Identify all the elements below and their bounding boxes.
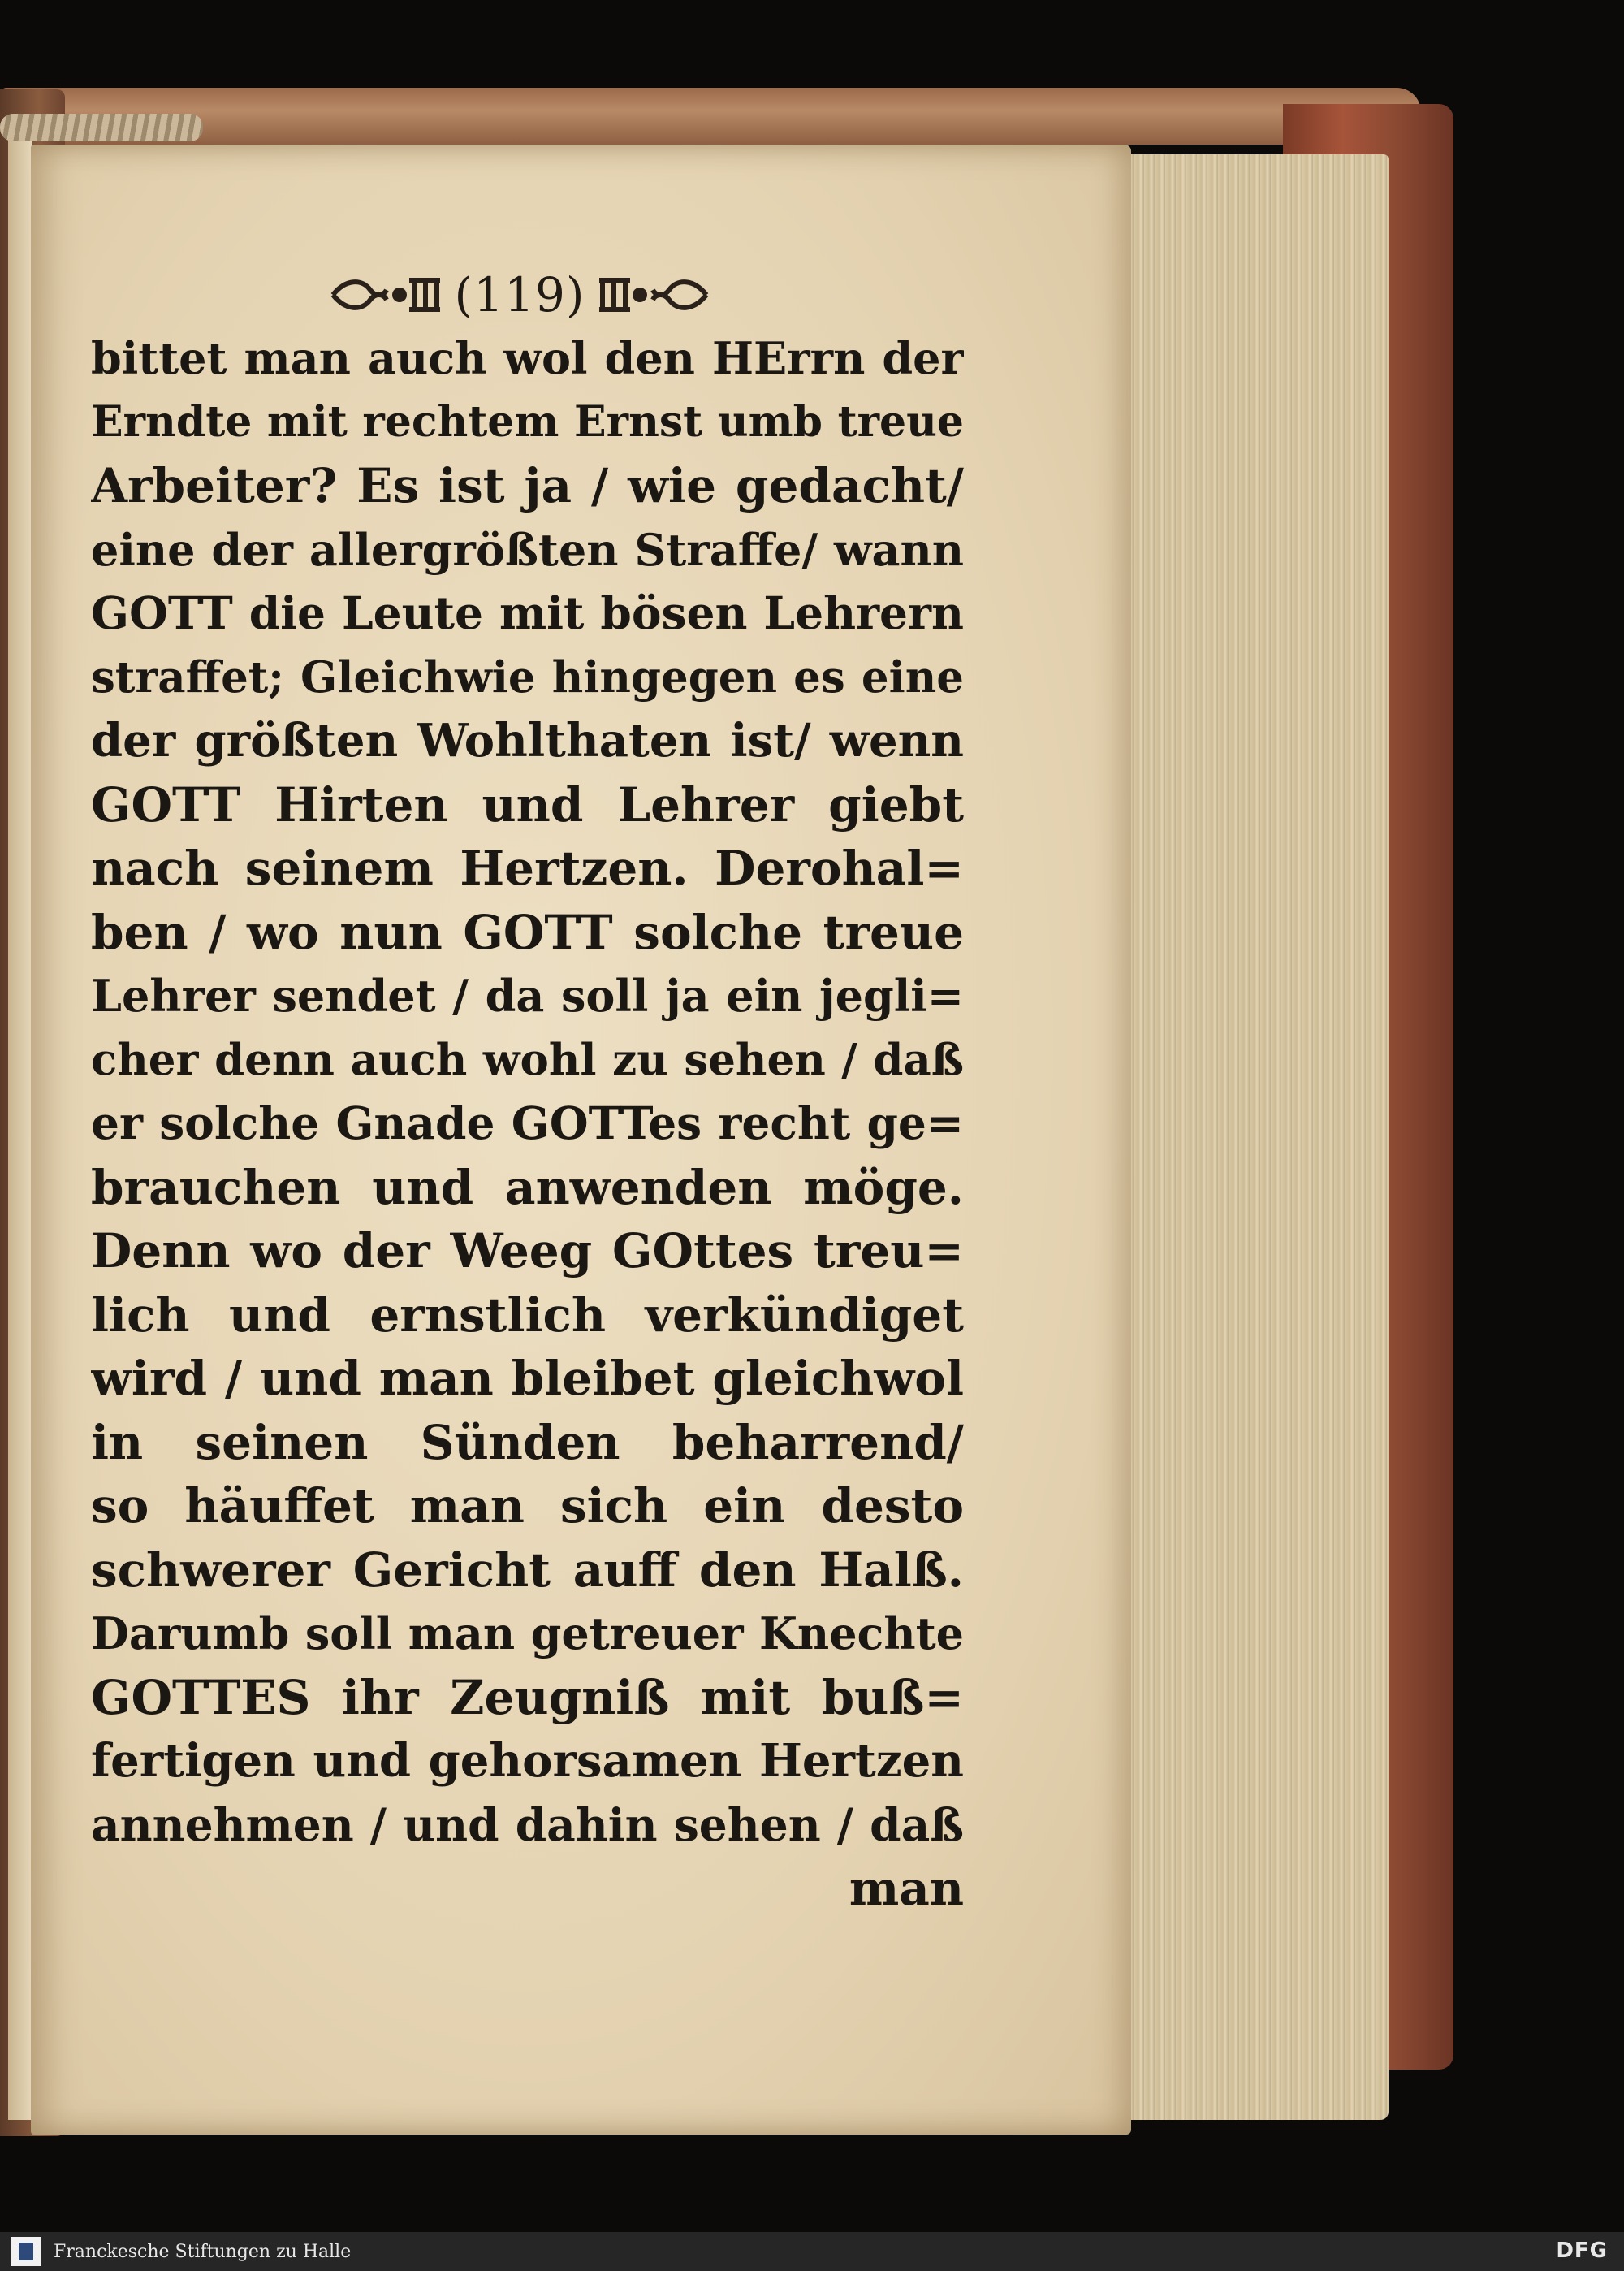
text-line: GOTT die Leute mit bösen Lehrern [91,586,964,639]
dfg-logo[interactable]: DFG [1556,2239,1608,2263]
ornament-right-icon [596,272,710,318]
ornament-left-icon [330,272,443,318]
text-line: annehmen / und dahin sehen / daß [91,1797,964,1851]
text-line: ben / wo nun GOTT solche treue [91,904,964,960]
text-line: nach seinem Hertzen. Derohal= [91,841,964,896]
institution-logo-icon[interactable] [11,2237,41,2266]
text-line: straffet; Gleichwie hingegen es eine [91,651,964,703]
page-edges [1112,154,1389,2120]
text-line: Arbeiter? Es ist ja / wie gedacht/ [91,458,964,513]
binding-cord [0,114,203,141]
text-line: fertigen und gehorsamen Hertzen [91,1734,964,1788]
catchword: man [849,1861,964,1916]
text-line: in seinen Sünden beharrend/ [91,1414,964,1470]
text-line: cher denn auch wohl zu sehen / daß [91,1034,964,1085]
text-line: wird / und man bleibet gleichwol [91,1351,964,1406]
text-line: Lehrer sendet / da soll ja ein jegli= [91,970,964,1022]
text-line: Erndte mit rechtem Ernst umb treue [91,396,964,447]
text-line: schwerer Gericht auff den Halß. [91,1542,964,1598]
page-number: (119) [454,267,585,322]
text-line: er solche Gnade GOTTes recht ge= [91,1097,964,1149]
text-line: bittet man auch wol den HErrn der [91,332,964,384]
viewer-footer [0,2232,1624,2271]
page-header [341,258,698,331]
text-line: Darumb soll man getreuer Knechte [91,1607,964,1659]
text-line: lich und ernstlich verkündiget [91,1287,964,1343]
text-line: so häuffet man sich ein desto [91,1478,964,1533]
institution-name: Franckesche Stiftungen zu Halle [54,2241,352,2262]
text-line: GOTT Hirten und Lehrer giebt [91,776,964,833]
text-line: eine der allergrößten Straffe/ wann [91,523,964,576]
book-cover-top [0,88,1421,145]
text-line: Denn wo der Weeg GOttes treu= [91,1223,964,1278]
facing-page-edge [8,138,32,2120]
text-line: der größten Wohlthaten ist/ wenn [91,714,964,768]
text-line: GOTTES ihr Zeugniß mit buß= [91,1669,964,1725]
text-line: brauchen und anwenden möge. [91,1159,964,1215]
page-text [91,327,964,1921]
